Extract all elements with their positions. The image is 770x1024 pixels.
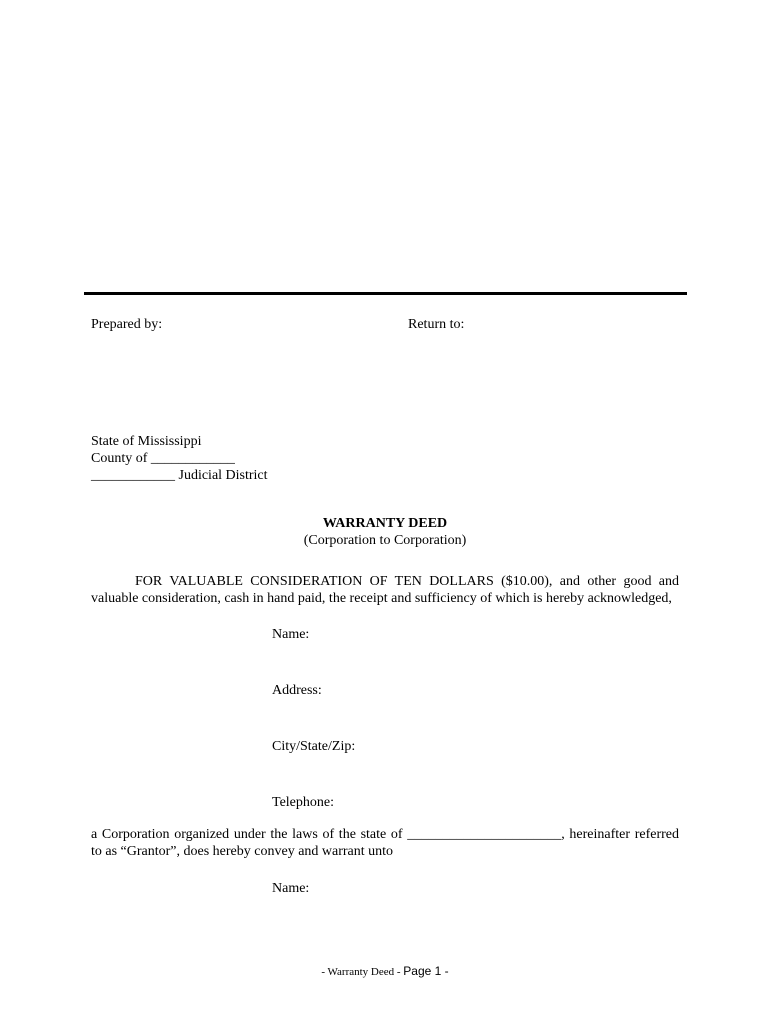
consideration-paragraph: FOR VALUABLE CONSIDERATION OF TEN DOLLARS ($10.00), and other good and valuable consideration, cash in hand paid, the receipt and sufficiency of which is hereby acknowledged,	[91, 574, 679, 606]
venue-block	[91, 433, 268, 484]
grantee-name-label: Name:	[272, 881, 310, 896]
county-line: County of ____________	[91, 451, 235, 466]
deed-title: WARRANTY DEED	[322, 516, 448, 531]
grantor-paragraph: a Corporation organized under the laws of the state of ______________________, hereinafter referred to as “Grantor”, does hereby convey and warrant unto	[91, 827, 679, 859]
judicial-district-line: ____________ Judicial District	[91, 468, 268, 483]
deed-subtitle: (Corporation to Corporation)	[303, 533, 467, 548]
page-footer	[0, 964, 770, 979]
footer-doc-label: - Warranty Deed -	[321, 966, 401, 978]
return-to-label: Return to:	[408, 317, 465, 332]
grantor-city-state-zip-label: City/State/Zip:	[272, 739, 356, 754]
footer-page-number: Page 1 -	[403, 964, 449, 978]
grantor-address-label: Address:	[272, 683, 322, 698]
prepared-by-label: Prepared by:	[91, 317, 163, 332]
grantor-telephone-label: Telephone:	[272, 795, 334, 810]
grantor-name-label: Name:	[272, 627, 310, 642]
deed-title-block	[0, 515, 770, 549]
state-line: State of Mississippi	[91, 434, 202, 449]
header-divider-line	[84, 292, 687, 295]
